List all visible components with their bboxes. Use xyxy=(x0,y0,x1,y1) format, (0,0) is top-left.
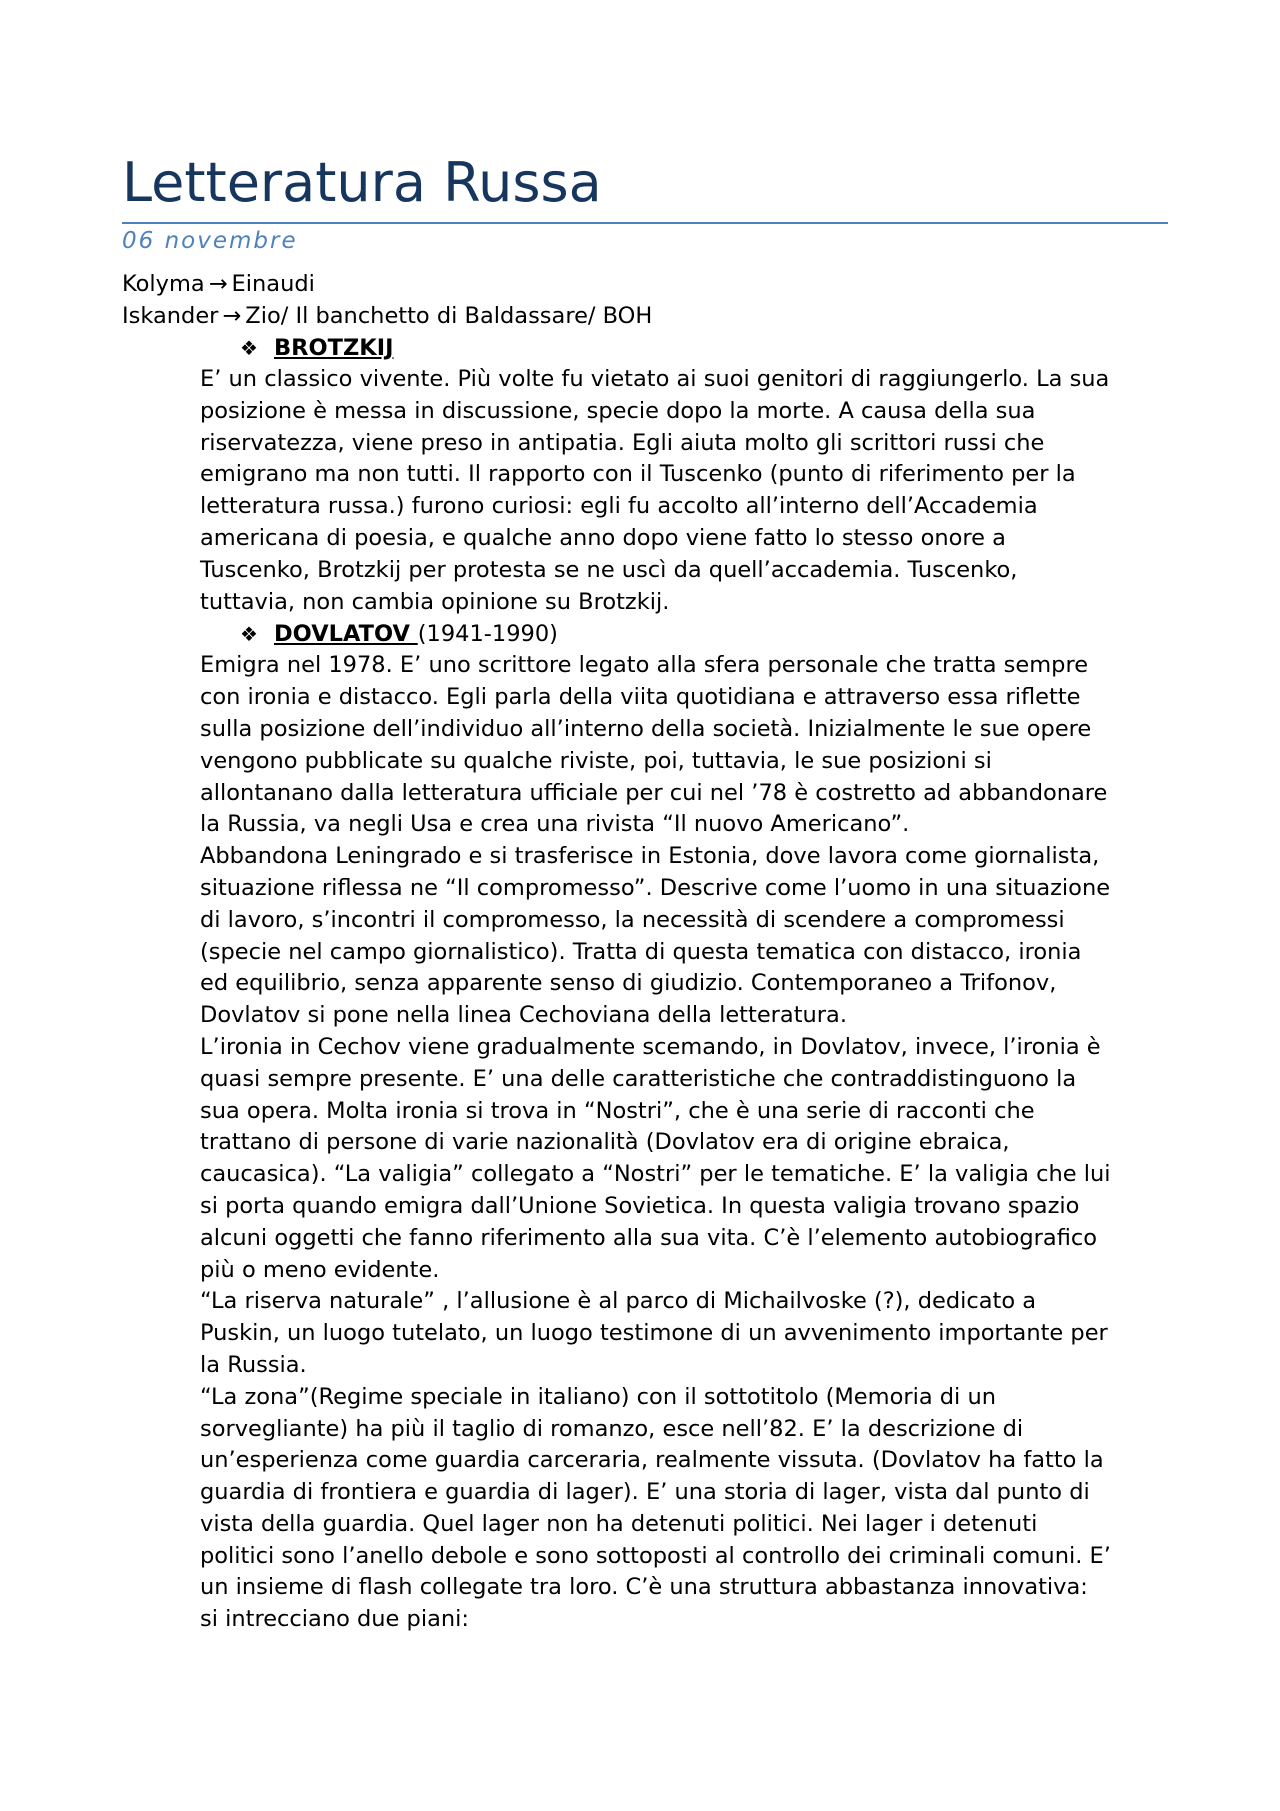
text-line: Dovlatov si pone nella linea Cechoviana della letteratura. xyxy=(200,1002,847,1029)
document-subtitle-date: 06 novembre xyxy=(122,228,298,254)
text-line: situazione riflessa ne “Il compromesso”. Descrive come l’uomo in una situazione xyxy=(200,874,1111,901)
intro-lines xyxy=(122,268,1168,332)
text-line: la Russia. xyxy=(200,1351,307,1378)
right-arrow-icon: → xyxy=(222,303,242,329)
text-line: ed equilibrio, senza apparente senso di giudizio. Contemporaneo a Trifonov, xyxy=(200,970,1057,997)
text-line: (specie nel campo giornalistico). Tratta di questa tematica con distacco, ironia xyxy=(200,938,1082,965)
section-heading-dates: (1941-1990) xyxy=(417,621,558,648)
text-line: quasi sempre presente. E’ una delle caratteristiche che contraddistinguono la xyxy=(200,1065,1077,1092)
section-heading-dovlatov xyxy=(122,618,1168,650)
text-line: letteratura russa.) furono curiosi: egli fu accolto all’interno dell’Accademia xyxy=(200,493,1038,520)
right-arrow-icon: → xyxy=(208,271,228,297)
text-line: allontanano dalla letteratura ufficiale per cui nel ’78 è costretto ad abbandonare xyxy=(200,779,1108,806)
section-body-dovlatov xyxy=(122,650,1168,1636)
document-title: Letteratura Russa xyxy=(122,151,602,214)
text-line: E’ un classico vivente. Più volte fu vietato ai suoi genitori di raggiungerlo. La sua xyxy=(200,366,1110,392)
text-line: guardia di frontiera e guardia di lager). E’ una storia di lager, vista dal punto di xyxy=(200,1479,1090,1506)
intro-line-right: Zio/ Il banchetto di Baldassare/ BOH xyxy=(245,303,653,329)
text-line: si porta quando emigra dall’Unione Sovietica. In questa valigia trovano spazio xyxy=(200,1192,1080,1219)
text-line: riservatezza, viene preso in antipatia. Egli aiuta molto gli scrittori russi che xyxy=(200,429,1045,456)
intro-line-kolyma xyxy=(122,268,1168,300)
section-brotzkij xyxy=(122,332,1168,618)
text-line: Puskin, un luogo tutelato, un luogo testimone di un avvenimento importante per xyxy=(200,1320,1108,1347)
text-line: caucasica). “La valigia” collegato a “Nostri” per le tematiche. E’ la valigia che lui xyxy=(200,1161,1111,1188)
intro-line-left: Iskander xyxy=(122,303,219,329)
text-line: sua opera. Molta ironia si trova in “Nostri”, che è una serie di racconti che xyxy=(200,1097,1035,1124)
text-line: più o meno evidente. xyxy=(200,1256,440,1283)
section-dovlatov xyxy=(122,618,1168,1636)
text-line: emigrano ma non tutti. Il rapporto con il Tuscenko (punto di riferimento per la xyxy=(200,461,1076,488)
document-page xyxy=(122,150,1168,1636)
intro-line-iskander xyxy=(122,300,1168,332)
text-line: si intrecciano due piani: xyxy=(200,1606,469,1633)
text-line: un’esperienza come guardia carceraria, realmente vissuta. (Dovlatov ha fatto la xyxy=(200,1447,1104,1474)
text-line: politici sono l’anello debole e sono sottoposti al controllo dei criminali comuni. E’ xyxy=(200,1542,1111,1569)
text-line: alcuni oggetti che fanno riferimento alla sua vita. C’è l’elemento autobiografico xyxy=(200,1224,1098,1251)
text-line: L’ironia in Cechov viene gradualmente scemando, in Dovlatov, invece, l’ironia è xyxy=(200,1033,1101,1060)
section-heading-brotzkij xyxy=(122,332,1168,364)
text-line: con ironia e distacco. Egli parla della viita quotidiana e attraverso essa riflette xyxy=(200,684,1081,711)
text-line: tuttavia, non cambia opinione su Brotzkij. xyxy=(200,588,670,615)
text-line: vista della guardia. Quel lager non ha detenuti politici. Nei lager i detenuti xyxy=(200,1510,1038,1537)
text-line: la Russia, va negli Usa e crea una rivista “Il nuovo Americano”. xyxy=(200,811,910,838)
four-diamond-bullet-icon: ❖ xyxy=(240,622,258,647)
text-line: sulla posizione dell’individuo all’interno della società. Inizialmente le sue opere xyxy=(200,715,1092,742)
section-heading-name: BROTZKIJ xyxy=(274,335,394,361)
text-line: Tuscenko, Brotzkij per protesta se ne uscì da quell’accademia. Tuscenko, xyxy=(200,556,1018,583)
text-line: Emigra nel 1978. E’ uno scrittore legato alla sfera personale che tratta sempre xyxy=(200,652,1089,679)
text-line: Abbandona Leningrado e si trasferisce in Estonia, dove lavora come giornalista, xyxy=(200,843,1100,870)
text-line: “La zona”(Regime speciale in italiano) con il sottotitolo (Memoria di un xyxy=(200,1383,996,1410)
intro-line-right: Einaudi xyxy=(231,271,315,297)
text-line: un insieme di flash collegate tra loro. C’è una struttura abbastanza innovativa: xyxy=(200,1574,1088,1601)
text-line: americana di poesia, e qualche anno dopo viene fatto lo stesso onore a xyxy=(200,524,1006,551)
text-line: trattano di persone di varie nazionalità (Dovlatov era di origine ebraica, xyxy=(200,1129,1010,1156)
section-heading-name: DOVLATOV xyxy=(274,621,418,648)
four-diamond-bullet-icon: ❖ xyxy=(240,336,258,360)
text-line: vengono pubblicate su qualche riviste, poi, tuttavia, le sue posizioni si xyxy=(200,747,992,774)
intro-line-left: Kolyma xyxy=(122,271,205,297)
text-line: posizione è messa in discussione, specie dopo la morte. A causa della sua xyxy=(200,397,1036,424)
section-body-brotzkij xyxy=(122,364,1168,618)
text-line: di lavoro, s’incontri il compromesso, la necessità di scendere a compromessi xyxy=(200,906,1065,933)
text-line: “La riserva naturale” , l’allusione è al parco di Michailvoske (?), dedicato a xyxy=(200,1288,1037,1315)
text-line: sorvegliante) ha più il taglio di romanzo, esce nell’82. E’ la descrizione di xyxy=(200,1415,1024,1442)
